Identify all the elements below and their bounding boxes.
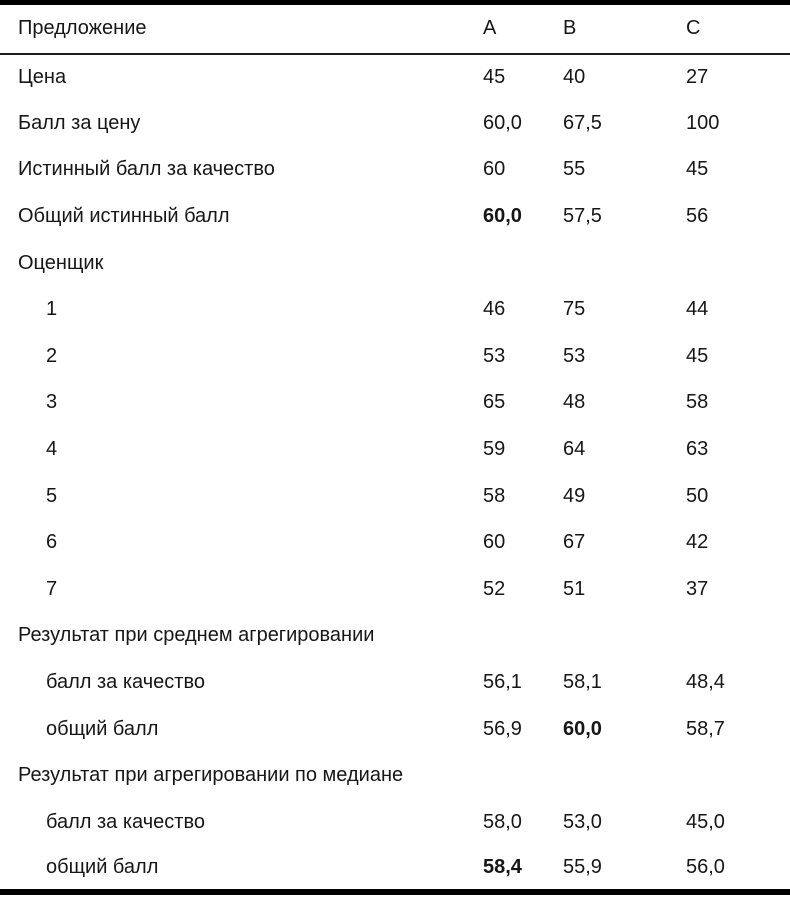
cell-c: 58,7 (686, 717, 725, 740)
cell-a: 58 (483, 484, 506, 507)
cell-b: 55 (563, 158, 586, 181)
row-median-total-score (0, 846, 790, 893)
row-total-true-score (0, 193, 790, 240)
row-label: Общий истинный балл (18, 205, 230, 228)
cell-b: 60,0 (563, 717, 602, 740)
cell-a: 59 (483, 438, 506, 461)
row-label: Оценщик (18, 251, 104, 274)
row-evaluator-3 (0, 380, 790, 427)
row-price (0, 54, 790, 101)
row-evaluator-1 (0, 286, 790, 333)
row-evaluator-4 (0, 426, 790, 473)
row-label: балл за качество (46, 810, 205, 833)
cell-b: 40 (563, 65, 586, 88)
cell-a: 45 (483, 65, 506, 88)
cell-a (483, 613, 563, 660)
cell-b: 75 (563, 298, 586, 321)
row-evaluator-2 (0, 333, 790, 380)
cell-c: 27 (686, 65, 709, 88)
cell-c (686, 613, 790, 660)
cell-c: 42 (686, 531, 709, 554)
column-header-a: A (483, 17, 497, 40)
cell-a: 58,4 (483, 855, 522, 878)
cell-b: 55,9 (563, 855, 602, 878)
cell-c: 100 (686, 111, 720, 134)
cell-c: 45 (686, 158, 709, 181)
cell-a: 60,0 (483, 205, 522, 228)
row-true-quality-score (0, 147, 790, 194)
cell-b: 49 (563, 484, 586, 507)
cell-b (563, 613, 686, 660)
row-mean-aggregation-section (0, 613, 790, 660)
cell-a: 60 (483, 531, 506, 554)
row-price-score (0, 100, 790, 147)
cell-a: 60 (483, 158, 506, 181)
cell-c: 45,0 (686, 810, 725, 833)
column-header-c: C (686, 17, 701, 40)
cell-c: 56,0 (686, 855, 725, 878)
cell-a: 56,9 (483, 717, 522, 740)
cell-c (686, 752, 790, 799)
cell-c: 44 (686, 298, 709, 321)
cell-c: 50 (686, 484, 709, 507)
row-evaluator-5 (0, 473, 790, 520)
cell-b: 58,1 (563, 671, 602, 694)
row-label: Результат при агрегировании по медиане (18, 764, 404, 787)
row-label: 4 (46, 438, 58, 461)
cell-c: 48,4 (686, 671, 725, 694)
cell-b: 67 (563, 531, 586, 554)
cell-b (563, 240, 686, 287)
cell-c: 45 (686, 344, 709, 367)
row-label: Цена (18, 65, 67, 88)
row-evaluator-7 (0, 566, 790, 613)
row-label: общий балл (46, 855, 159, 878)
cell-c (686, 240, 790, 287)
row-median-aggregation-section (0, 752, 790, 799)
header-row (0, 3, 790, 54)
cell-c: 37 (686, 577, 709, 600)
cell-a (483, 752, 563, 799)
cell-a: 52 (483, 577, 506, 600)
row-label: 3 (46, 391, 58, 414)
column-header-b: B (563, 17, 577, 40)
cell-b: 53,0 (563, 810, 602, 833)
row-label: 7 (46, 577, 58, 600)
row-label: 6 (46, 531, 58, 554)
row-label: Истинный балл за качество (18, 158, 275, 181)
row-label: 1 (46, 298, 58, 321)
row-label: балл за качество (46, 671, 205, 694)
cell-a: 65 (483, 391, 506, 414)
row-mean-total-score (0, 706, 790, 753)
cell-a: 53 (483, 344, 506, 367)
row-label: 5 (46, 484, 58, 507)
cell-b: 64 (563, 438, 586, 461)
cell-a (483, 240, 563, 287)
cell-a: 56,1 (483, 671, 522, 694)
cell-b: 53 (563, 344, 586, 367)
cell-a: 46 (483, 298, 506, 321)
row-label: общий балл (46, 717, 159, 740)
cell-b: 57,5 (563, 205, 602, 228)
cell-b: 51 (563, 577, 586, 600)
row-evaluator-6 (0, 519, 790, 566)
cell-c: 63 (686, 438, 709, 461)
cell-b: 48 (563, 391, 586, 414)
cell-b (563, 752, 686, 799)
row-label: 2 (46, 344, 58, 367)
row-mean-quality-score (0, 659, 790, 706)
cell-c: 56 (686, 205, 709, 228)
row-label: Результат при среднем агрегировании (18, 624, 375, 647)
row-label: Балл за цену (18, 111, 141, 134)
cell-c: 58 (686, 391, 709, 414)
row-median-quality-score (0, 799, 790, 846)
cell-a: 58,0 (483, 810, 522, 833)
cell-a: 60,0 (483, 111, 522, 134)
row-evaluator-section (0, 240, 790, 287)
cell-b: 67,5 (563, 111, 602, 134)
column-header-proposal: Предложение (18, 17, 147, 40)
